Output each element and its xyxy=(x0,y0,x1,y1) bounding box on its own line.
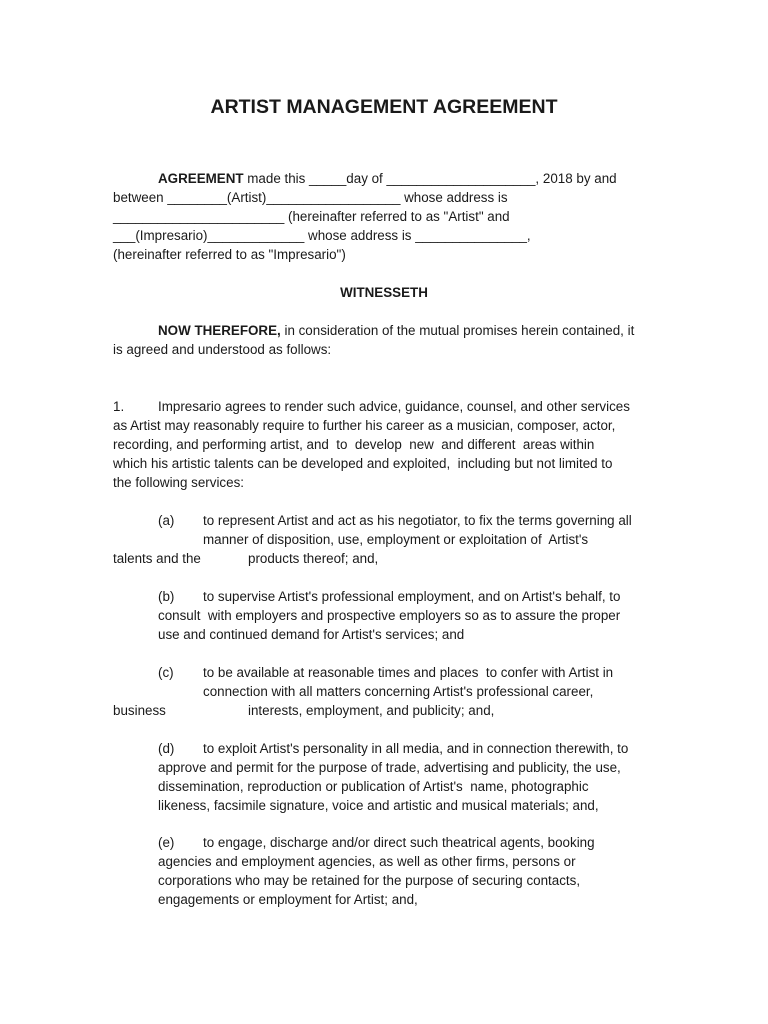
item-b-label: (b) xyxy=(158,589,175,604)
clause-1-line-1: Impresario agrees to render such advice, guidance, counsel, and other services xyxy=(158,399,630,414)
clause-1-line-2: as Artist may reasonably require to further his career as a musician, composer, actor, xyxy=(113,418,616,433)
clause-1-line-5: the following services: xyxy=(113,475,244,490)
intro-line-1-text: made this _____day of ____________________, 2018 by and xyxy=(243,171,617,186)
item-e-line-3: corporations who may be retained for the purpose of securing contacts, xyxy=(158,873,581,888)
intro-line-2: between ________(Artist)__________________ whose address is xyxy=(113,190,508,205)
item-c-line-3a: business xyxy=(113,703,166,718)
item-e-label: (e) xyxy=(158,835,175,850)
intro-line-3: _______________________ (hereinafter referred to as "Artist" and xyxy=(113,209,510,224)
now-therefore-line-1-text: in consideration of the mutual promises herein contained, it xyxy=(280,323,635,338)
item-c-line-1: to be available at reasonable times and places to confer with Artist in xyxy=(203,665,614,680)
item-c-line-2: connection with all matters concerning Artist's professional career, xyxy=(203,684,594,699)
clause-1-line-3: recording, and performing artist, and to develop new and different areas within xyxy=(113,437,595,452)
item-b-line-2: consult with employers and prospective employers so as to assure the proper xyxy=(158,608,621,623)
item-a-line-3a: talents and the xyxy=(113,551,201,566)
item-e-line-4: engagements or employment for Artist; and, xyxy=(158,892,418,907)
item-d-line-4: likeness, facsimile signature, voice and artistic and musical materials; and, xyxy=(158,798,599,813)
item-a-line-2: manner of disposition, use, employment or exploitation of Artist's xyxy=(203,532,589,547)
item-e-line-1: to engage, discharge and/or direct such theatrical agents, booking xyxy=(203,835,595,850)
witnesseth-heading xyxy=(0,283,768,302)
item-e-line-2: agencies and employment agencies, as well as other firms, persons or xyxy=(158,854,576,869)
item-d-line-3: dissemination, reproduction or publication of Artist's name, photographic xyxy=(158,779,589,794)
item-c-line-3b: interests, employment, and publicity; and, xyxy=(248,703,495,718)
item-a-label: (a) xyxy=(158,513,175,528)
item-b-line-1: to supervise Artist's professional employment, and on Artist's behalf, to xyxy=(203,589,621,604)
intro-line-4: ___(Impresario)_____________ whose address is _______________, xyxy=(113,228,531,243)
intro-agreement-bold: AGREEMENT xyxy=(158,171,244,186)
intro-line-1 xyxy=(158,169,617,188)
item-c-label: (c) xyxy=(158,665,174,680)
clause-1-line-4: which his artistic talents can be developed and exploited, including but not limited to xyxy=(113,456,613,471)
intro-line-5: (hereinafter referred to as "Impresario") xyxy=(113,247,346,262)
document-title: ARTIST MANAGEMENT AGREEMENT xyxy=(210,96,558,118)
item-d-label: (d) xyxy=(158,741,175,756)
now-therefore-line-2: is agreed and understood as follows: xyxy=(113,342,332,357)
item-d-line-1: to exploit Artist's personality in all media, and in connection therewith, to xyxy=(203,741,629,756)
now-therefore-line-1 xyxy=(158,321,634,340)
item-b-line-3: use and continued demand for Artist's services; and xyxy=(158,627,465,642)
item-a-line-1: to represent Artist and act as his negotiator, to fix the terms governing all xyxy=(203,513,632,528)
clause-1-number: 1. xyxy=(113,399,125,414)
witnesseth-text: WITNESSETH xyxy=(340,285,428,300)
item-d-line-2: approve and permit for the purpose of trade, advertising and publicity, the use, xyxy=(158,760,621,775)
item-a-line-3b: products thereof; and, xyxy=(248,551,379,566)
now-therefore-bold: NOW THEREFORE, xyxy=(158,323,281,338)
